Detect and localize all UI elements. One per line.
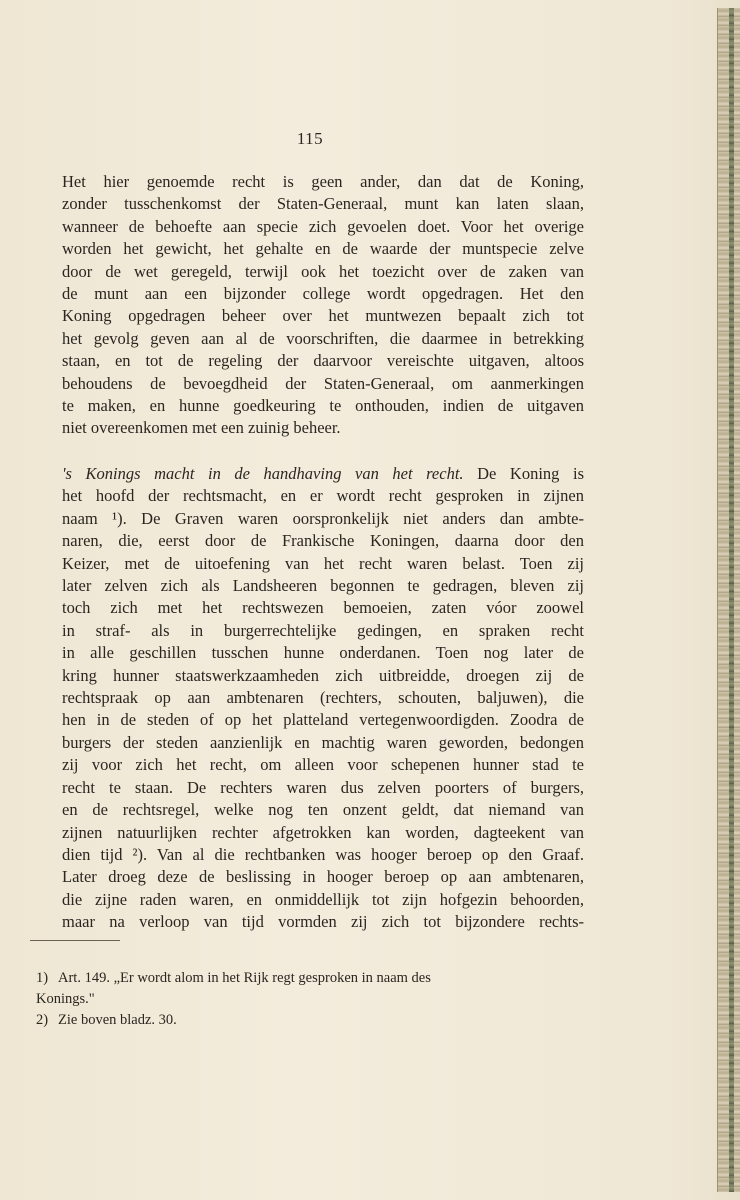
footnote [36, 989, 584, 1010]
section-heading: 's Konings macht in de handhaving van het recht. [62, 464, 464, 483]
paragraph-2-line: hen in de steden of op het platteland vertegenwoordigden. Zoodra de [62, 710, 584, 730]
paragraph-2-line: zij voor zich het recht, om alleen voor schepenen hunner stad te [62, 755, 584, 775]
paragraph-2-line: recht te staan. De rechters waren dus zelven poorters of burgers, [62, 777, 584, 797]
footnote-rule [30, 940, 120, 941]
paragraph-1-line: te maken, en hunne goedkeuring te onthouden, indien de uitgaven [62, 396, 584, 416]
paragraph-1-line: niet overeenkomen met een zuinig beheer. [62, 418, 341, 438]
paragraph-2-line: Later droeg deze de beslissing in hooger beroep op aan ambtenaren, [62, 867, 584, 887]
footnote-text: Art. 149. „Er wordt alom in het Rijk regt gesproken in naam des [58, 970, 431, 986]
paragraph-2-line: dien tijd ²). Van al die rechtbanken was hooger beroep op den Graaf. [62, 844, 584, 864]
paragraph-2-line: Keizer, met de uitoefening van het recht waren belast. Toen zij [62, 553, 584, 573]
paragraph-2-line: in straf- als in burgerrechtelijke gedingen, en spraken recht [62, 620, 584, 640]
paragraph-2-line: en de rechtsregel, welke nog ten onzent geldt, dat niemand van [62, 800, 584, 820]
paragraph-2-line: zijnen natuurlijken rechter afgetrokken kan worden, dagteekent van [62, 822, 584, 842]
footnotes [36, 968, 584, 1031]
footnote [36, 1010, 584, 1031]
paragraph-1 [62, 171, 584, 440]
paragraph-2-line: naren, die, eerst door de Frankische Koningen, daarna door den [62, 531, 584, 551]
paragraph-2-line: later zelven zich als Landsheeren begonnen te gedragen, bleven zij [62, 576, 584, 596]
page-number: 115 [296, 129, 324, 148]
footnote-number: 1) [36, 970, 49, 986]
paragraph-1-line: wanneer de behoefte aan specie zich gevoelen doet. Voor het overige [62, 216, 584, 236]
paragraph-2-line: het hoofd der rechtsmacht, en er wordt recht gesproken in zijnen [62, 486, 584, 506]
paragraph-2-line: in alle geschillen tusschen hunne onderdanen. Toen nog later de [62, 643, 584, 663]
paragraph-1-line: zonder tusschenkomst der Staten-Generaal, munt kan laten slaan, [62, 194, 584, 214]
footnote-number: 2) [36, 1012, 49, 1028]
paragraph-2-line: toch zich met het rechtswezen bemoeien, zaten vóor zoowel [62, 598, 584, 618]
paragraph-1-line: Het hier genoemde recht is geen ander, dan dat de Koning, [62, 172, 584, 191]
paragraph-1-line: worden het gewicht, het gehalte en de waarde der muntspecie zelve [62, 239, 584, 259]
paragraph-2-line: burgers der steden aanzienlijk en machtig waren geworden, bedongen [62, 732, 584, 752]
paragraph-1-line: door de wet geregeld, terwijl ook het toezicht over de zaken van [62, 261, 584, 281]
footnote-text: Konings." [36, 991, 95, 1007]
paragraph-2-line: naam ¹). De Graven waren oorspronkelijk niet anders dan ambte- [62, 508, 584, 528]
paragraph-2-line: maar na verloop van tijd vormden zij zich tot bijzondere rechts- [62, 912, 584, 932]
paragraph-1-line: staan, en tot de regeling der daarvoor vereischte uitgaven, altoos [62, 351, 584, 371]
paragraph-2-line: kring hunner staatswerkzaamheden zich uitbreidde, droegen zij de [62, 665, 584, 685]
paragraph-2-line: die zijne raden waren, en onmiddellijk tot zijn hofgezin behoorden, [62, 889, 584, 909]
paragraph-2-line [62, 463, 584, 485]
footnote-text: Zie boven bladz. 30. [58, 1012, 177, 1028]
paragraph-2-line: rechtspraak op aan ambtenaren (rechters, schouten, baljuwen), die [62, 688, 584, 708]
paragraph-1-line: het gevolg geven aan al de voorschriften, die daarmee in betrekking [62, 328, 584, 348]
paragraph-2 [62, 463, 584, 934]
page-edge-shadow [729, 8, 734, 1192]
paragraph-1-line: Koning opgedragen beheer over het muntwezen bepaalt zich tot [62, 306, 584, 326]
paragraph-1-line: de munt aan een bijzonder college wordt opgedragen. Het den [62, 284, 584, 304]
footnote [36, 968, 584, 989]
paragraph-1-line: behoudens de bevoegdheid der Staten-Generaal, om aanmerkingen [62, 373, 584, 393]
paragraph-2-first-rest: De Koning is [477, 464, 585, 483]
